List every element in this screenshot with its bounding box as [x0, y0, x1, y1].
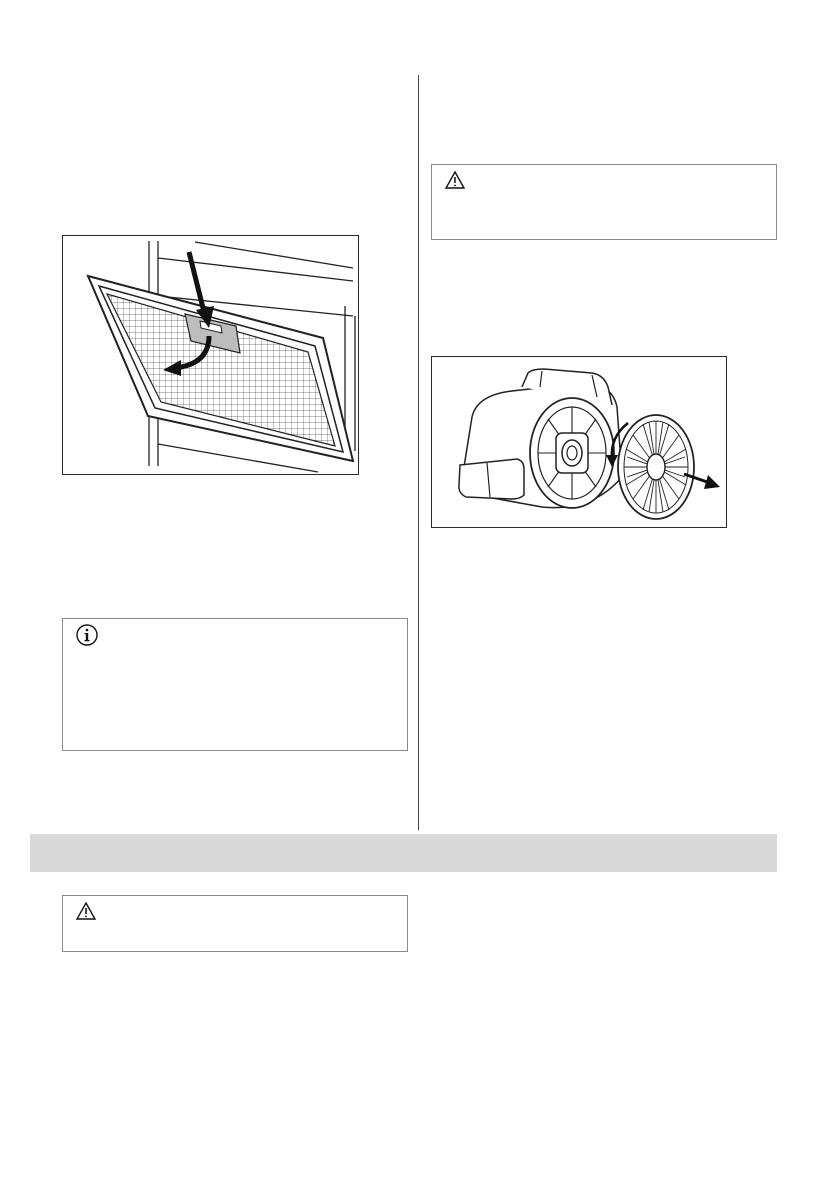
- warning-notice-bottom: [62, 895, 408, 952]
- grease-filter-removal-illustration: [63, 236, 358, 474]
- charcoal-filter-figure: [431, 356, 727, 528]
- info-circle-icon: [75, 623, 99, 647]
- warning-notice: [431, 164, 777, 240]
- section-heading-bar: [30, 834, 777, 872]
- info-notice: [62, 618, 408, 751]
- grease-filter-figure: [62, 235, 359, 475]
- warning-triangle-icon: [444, 170, 466, 190]
- charcoal-filter-removal-illustration: [432, 357, 726, 527]
- column-divider: [418, 75, 419, 830]
- warning-triangle-icon: [75, 901, 97, 921]
